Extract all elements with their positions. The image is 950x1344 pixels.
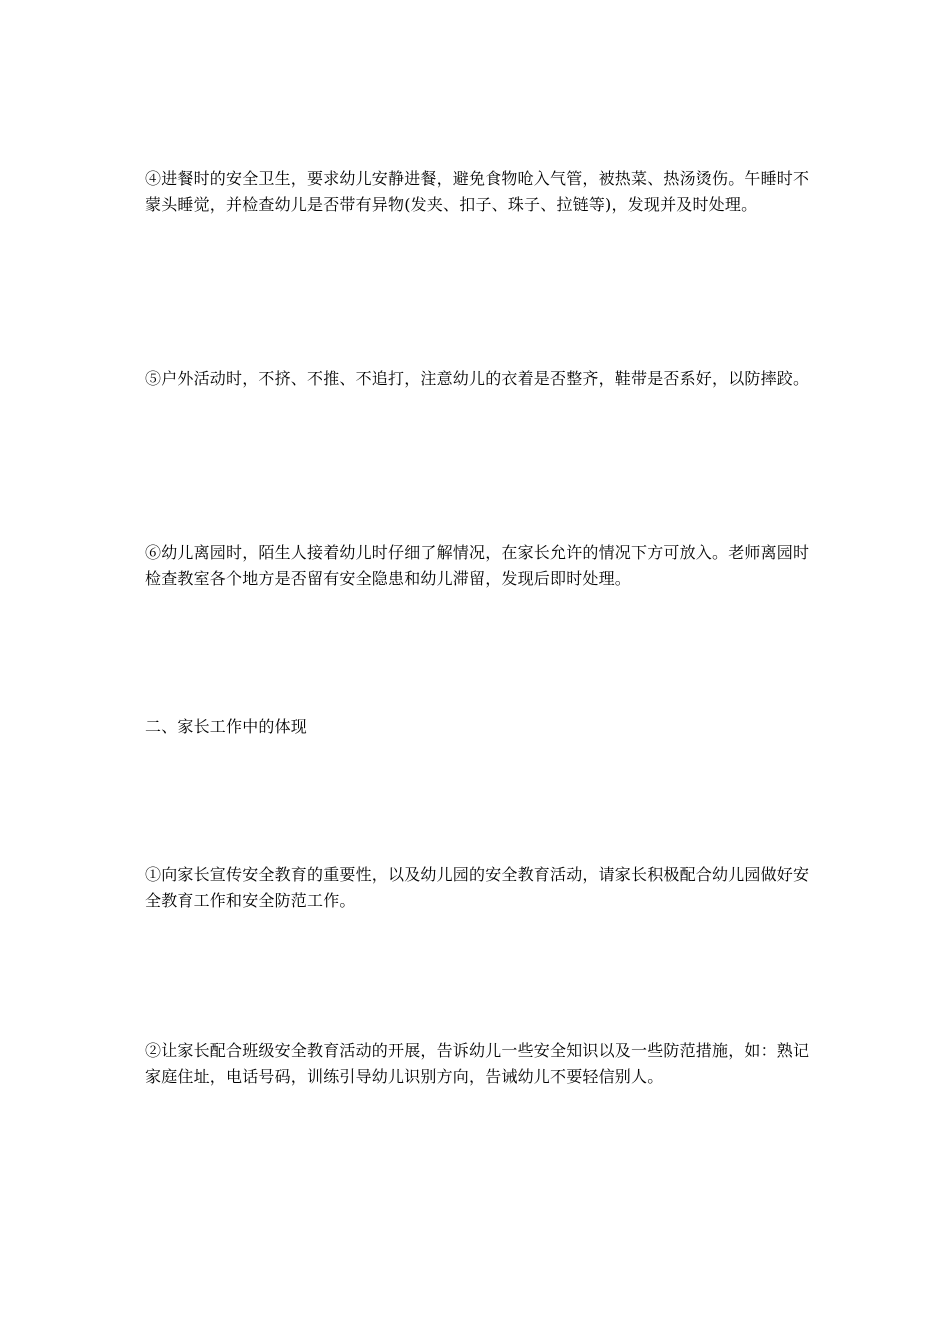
section-heading-parent-work: 二、家长工作中的体现 xyxy=(145,717,308,736)
paragraph-meal-nap-safety: ④进餐时的安全卫生，要求幼儿安静进餐，避免食物呛入气管，被热菜、热汤烫伤。午睡时不蒙头睡觉，并检查幼儿是否带有异物(发夹、扣子、珠子、拉链等)，发现并及时处理。 xyxy=(145,169,810,214)
paragraph-leaving-kindergarten-safety: ⑥幼儿离园时，陌生人接着幼儿时仔细了解情况，在家长允许的情况下方可放入。老师离园时检查教室各个地方是否留有安全隐患和幼儿滞留，发现后即时处理。 xyxy=(145,543,810,588)
paragraph-parent-publicity: ①向家长宣传安全教育的重要性，以及幼儿园的安全教育活动，请家长积极配合幼儿园做好安全教育工作和安全防范工作。 xyxy=(145,865,810,910)
paragraph-outdoor-activity-safety: ⑤户外活动时，不挤、不推、不追打，注意幼儿的衣着是否整齐，鞋带是否系好，以防摔跤。 xyxy=(145,369,810,388)
paragraph-parent-cooperation: ②让家长配合班级安全教育活动的开展，告诉幼儿一些安全知识以及一些防范措施，如：熟记家庭住址，电话号码，训练引导幼儿识别方向，告诫幼儿不要轻信别人。 xyxy=(145,1041,810,1086)
